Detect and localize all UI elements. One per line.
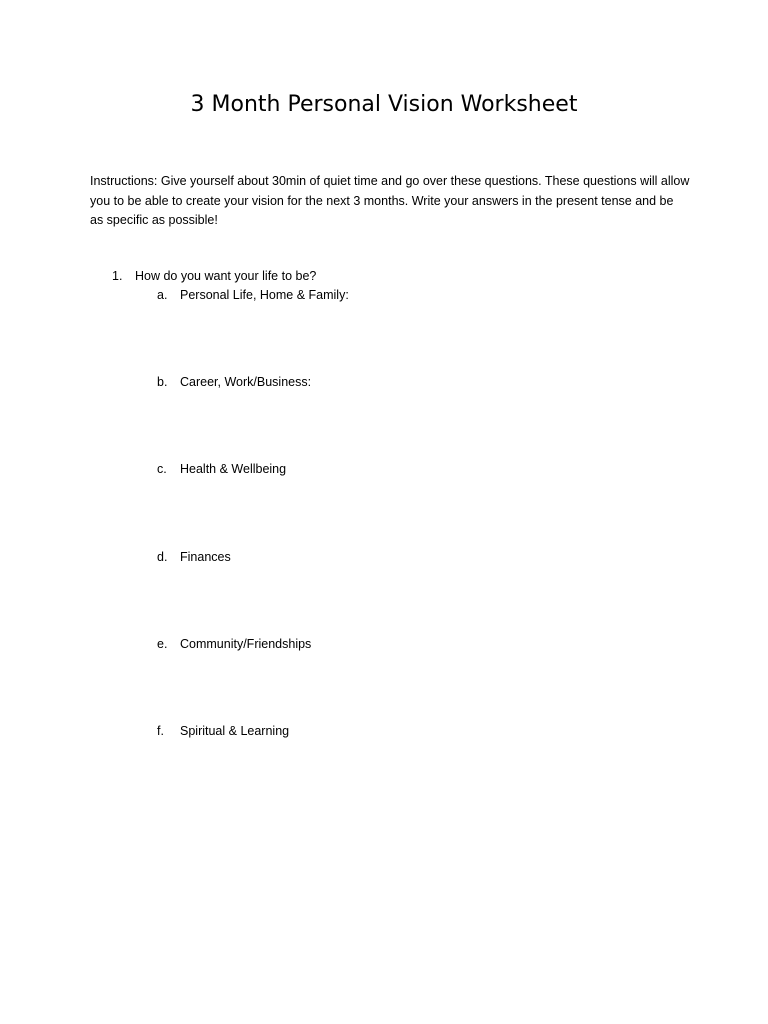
list-item-label: Community/Friendships (180, 637, 312, 651)
list-item-marker: e. (157, 637, 168, 651)
question-text: How do you want your life to be? (135, 269, 317, 283)
list-item-finances (157, 548, 231, 568)
list-item-marker: f. (157, 724, 164, 738)
instructions-paragraph: Instructions: Give yourself about 30min of quiet time and go over these questions. These questions will allow you to be able to create your vision for the next 3 months. Write your answers in the present tense and be as specific as possible! (90, 174, 690, 227)
list-item-community (157, 635, 311, 655)
list-item-marker: a. (157, 288, 168, 302)
question-number: 1. (112, 269, 123, 283)
list-item-career (157, 373, 311, 393)
list-item-label: Spiritual & Learning (180, 724, 290, 738)
page-title: 3 Month Personal Vision Worksheet (190, 92, 578, 117)
list-item-label: Career, Work/Business: (180, 375, 312, 389)
list-item-personal-life (157, 286, 349, 306)
list-item-label: Health & Wellbeing (180, 462, 287, 476)
list-item-label: Personal Life, Home & Family: (180, 288, 349, 302)
list-item-marker: b. (157, 375, 168, 389)
list-item-health (157, 460, 286, 480)
list-item-label: Finances (180, 550, 231, 564)
question-1 (112, 267, 316, 287)
list-item-marker: d. (157, 550, 168, 564)
list-item-spiritual (157, 722, 289, 742)
list-item-marker: c. (157, 462, 167, 476)
